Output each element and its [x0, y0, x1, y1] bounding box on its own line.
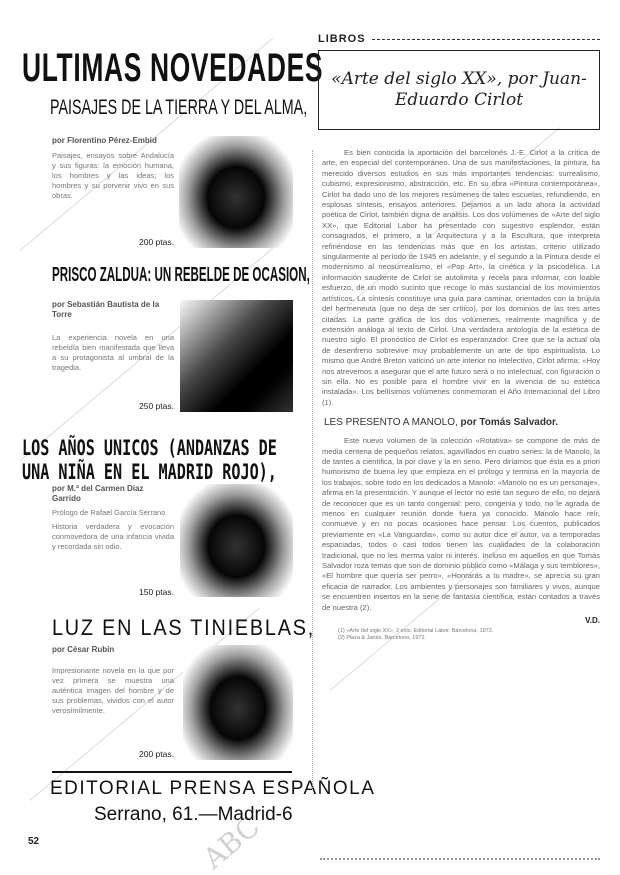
section-label: LIBROS	[318, 33, 366, 45]
section-header	[318, 31, 600, 47]
book-blurb: La experiencia novela en una rebeldía bien manifestada que lleva a su protagonista al umbral de la tragedia.	[52, 333, 174, 372]
book-blurb: Paisajes, ensayos sobre Andalucía y sus figuras: la emoción humana, los hombres y las ideas; los hombres y su porvenir vivo en sus obras.	[52, 151, 174, 200]
book-entry	[52, 484, 293, 598]
subheading-title: LES PRESENTO A MANOLO,	[324, 417, 458, 429]
article-paragraph: Este nuevo volumen de la colección «Rotativa» se compone de más de media centena de pequeños relatos, agavillados en cuatro series: la de Manolo, la de tantes a cientifica, la por clave y la en serio. Pero diríamos que ésta es a priori humorismo de buena ley que empieza en el prólogo y termina en la mayoría de los trabajos, sobre todo en los dedicados a Manolo: «Manolo no es un personaje», afirma en la presentación. Y aunque el lector no esté tan seguro de ello, no dejará de reconocer que es un tanto congenial: pero, congenia y todo, no le agrada de menos en cualquier reunión donde fuera ya conocido. Manolo hace reír, conmueve y en no pocas ocasiones hace pensar. Los cuentos, publicados previamente en «La Vanguardia», como su autor dice el autor, va a temporadas espaciadas, todos o casi todos tienen las cualidades de la colaboración tradicional, que no les merma valor ni interés. Incluso en aquellos en que Tomás Salvador roza temas que son de dominio público como «Málaga y sus temblores», «El hombre que quería ser perro», «Honrarás a tu madre», se aprecia su gran eficacia de narrador. Los ambientes y personajes son familiares y vivos, aunque se encuentren insertos en la serie de fantasía científica, están contados a través de nuestra (2).	[322, 436, 600, 612]
page-number: 52	[28, 836, 40, 847]
book-price: 250 ptas.	[139, 401, 174, 411]
masthead: ULTIMAS NOVEDADES	[22, 46, 324, 90]
book-author: por Florentino Pérez-Embid	[52, 136, 157, 145]
book-blurb: Impresionante novela en la que por vez primera se muestra una auténtica imagen del hombre y de sus problemas, vividos con el autor verosímilmente.	[52, 666, 174, 715]
section-rule	[372, 39, 600, 40]
book-price: 200 ptas.	[139, 237, 174, 247]
book-price: 150 ptas.	[139, 587, 174, 597]
divider	[52, 771, 292, 773]
book-title: PAISAJES DE LA TIERRA Y DEL ALMA,	[50, 96, 308, 119]
margin-rule	[312, 150, 315, 790]
author-photo	[179, 136, 293, 248]
footnote: (2) Plaza & Janés. Barcelona, 1972.	[338, 635, 427, 642]
publisher-name: EDITORIAL PRENSA ESPAÑOLA	[50, 778, 376, 799]
author-photo	[180, 300, 293, 412]
book-blurb: Historia verdadera y evocación conmovedora de una infancia vivida y recordada sin odio.	[52, 522, 174, 551]
bottom-rule	[320, 858, 600, 860]
book-title: LOS AÑOS UNICOS (ANDANZAS DE UNA NIÑA EN EL MADRID ROJO),	[22, 436, 277, 484]
article-paragraph: Es bien conocida la aportación del barcelonés J.-E. Cirlot a la crítica de arte, en especial del contemporáneo. Una de sus manifestaciones, la pintura, ha merecido diversos estudios en sus más importantes tendencias: surrealismo, cubismo, expresionismo, abstracción, etc. En su obra «Pintura contemporánea», Cirlot ha dado uno de los mejores resúmenes de tales escuelas, refundiendo, en esplosas síntesis, ensayos anteriores. Dejamos a un lado ahora la actividad poética de Cirlot, también digna de análisis. Los dos volúmenes de «Arte del siglo XX», que Editorial Labor ha presentado con sugestivo esplendor, están consagrados, el primero, a la Arquitectura y a la Escultura, que interpreta refiriéndose en las tendencias más que en los artistas, criterio utilizado singularmente al período de 1945 en adelante, y el segundo a la Pintura desde el modernismo al neosurrealismo, el «Pop Art», la cinética y la psicodélica. La información saudiente de Cirlot se autolimita y recela para informar, con loable esfuerzo, de un modo sucinto que recoge lo más sustancial de los movimientos artísticos. La síntesis constituye una guía para caminar, orientados con la brújula del hermeneuta (que no deja de ser crítico), por los dominios de las tres artes citadas. La parte gráfica de los dos volúmenes, realmente magnífica y de extensión análoga al texto de Cirlot. Una verdadera antología de la estética de nuestro siglo. El pronóstico de Cirlot es esperanzador. Cree que se la actual ola de desenfreno sobrevive muy probablemente un arte de tipo espiritualista. Lo mismo que André Breton vaticinó un arte interior no intelectivo, Cirlot afirma: «Hoy nos atrevemos a asegurar que el arte futuro será o no intelectual, con figuración o sin ella. No es posible para el hombre vivir en la vivencia de su estética instalada». Los bellísimos volúmenes conmemoran el Año Internacional del Libro (1).	[322, 148, 600, 407]
subheading	[318, 416, 600, 429]
title-box	[318, 50, 600, 130]
book-author: por M.ª del Carmen Díaz Garrido	[52, 484, 144, 503]
book-entry	[52, 300, 293, 412]
author-photo	[180, 484, 293, 597]
article-title: «Arte del siglo XX», por Juan-Eduardo Cirlot	[331, 69, 587, 110]
book-author: por César Rubín	[52, 645, 115, 654]
book-title: PRISCO ZALDUA: UN REBELDE DE OCASION,	[52, 264, 310, 286]
book-author: por Sebastián Bautista de la Torre	[52, 300, 160, 319]
book-title: LUZ EN LAS TINIEBLAS,	[52, 615, 316, 640]
book-price: 200 ptas.	[139, 749, 174, 759]
book-entry	[52, 136, 293, 248]
book-prologue: Prólogo de Rafael García Serrano	[52, 508, 166, 517]
publisher-address: Serrano, 61.—Madrid-6	[94, 804, 293, 825]
article-column	[318, 31, 600, 642]
signature: V.D.	[585, 616, 600, 626]
subheading-author: por Tomás Salvador.	[460, 417, 559, 429]
footnotes	[318, 628, 600, 642]
watermark-abc: ABC	[196, 809, 267, 875]
footnote: (1) «Arte del siglo XX», 2 vols. Editorial Labor. Barcelona, 1972.	[338, 628, 494, 635]
author-photo	[183, 645, 293, 760]
book-entry	[52, 645, 293, 760]
